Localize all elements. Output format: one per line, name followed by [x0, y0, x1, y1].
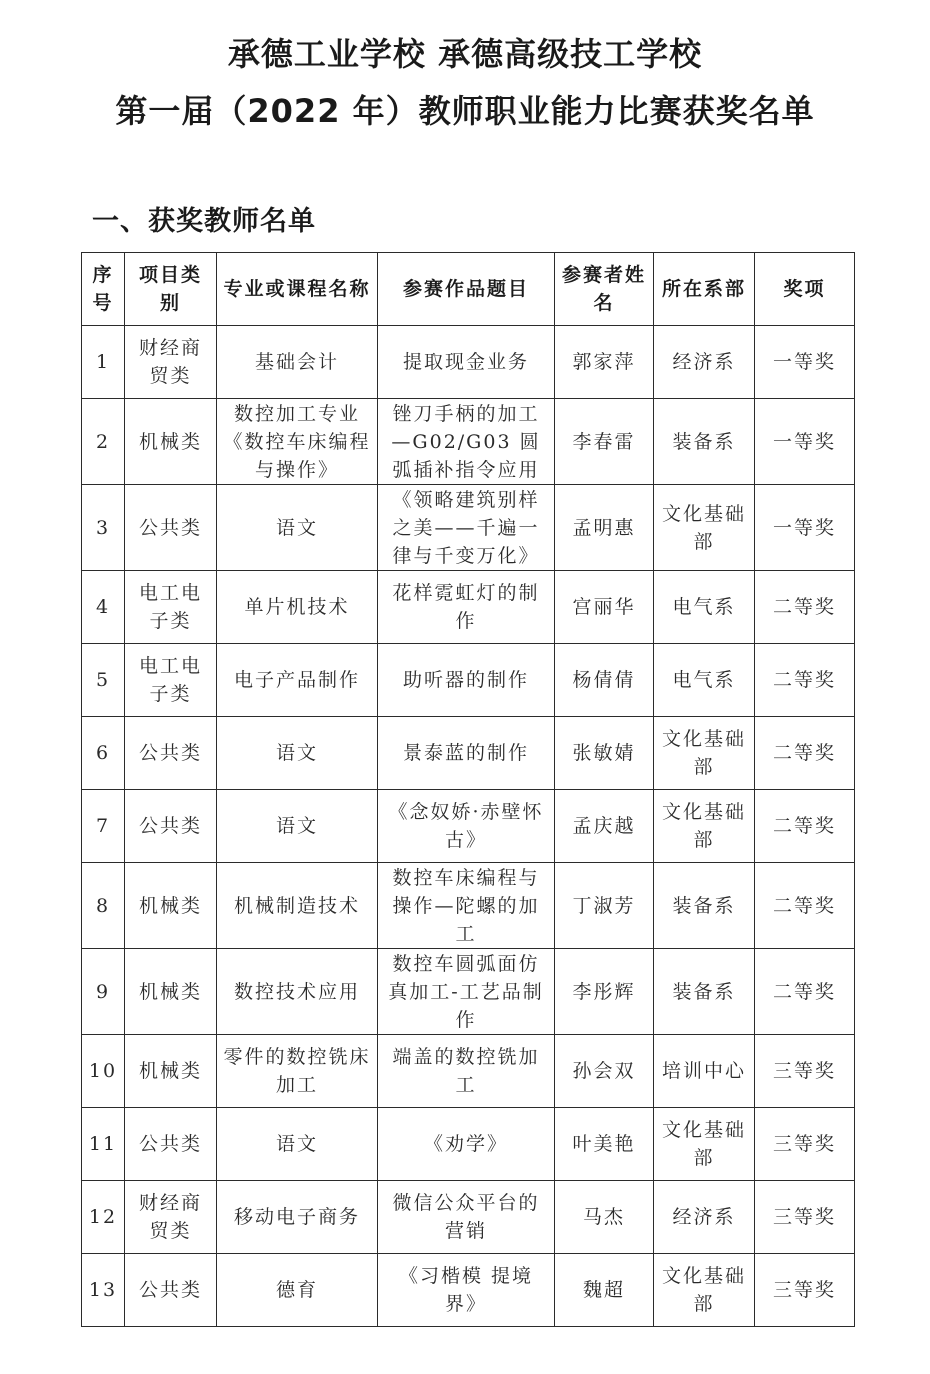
table-row [82, 399, 855, 485]
table-row [82, 1035, 855, 1108]
cell-name: 郭家萍 [555, 326, 654, 399]
cell-dept: 文化基础部 [654, 1108, 755, 1181]
table-row [82, 717, 855, 790]
document-title-line-1: 承德工业学校 承德高级技工学校 [227, 35, 703, 73]
cell-dept: 文化基础部 [654, 485, 755, 571]
cell-award: 二等奖 [755, 949, 855, 1035]
table-row [82, 571, 855, 644]
cell-dept: 装备系 [654, 863, 755, 949]
table-row [82, 1254, 855, 1327]
cell-no: 5 [82, 644, 125, 717]
cell-dept: 培训中心 [654, 1035, 755, 1108]
cell-no: 4 [82, 571, 125, 644]
cell-award: 二等奖 [755, 717, 855, 790]
cell-work: 端盖的数控铣加工 [378, 1035, 555, 1108]
cell-work: 助听器的制作 [378, 644, 555, 717]
cell-category: 财经商贸类 [125, 326, 217, 399]
cell-award: 一等奖 [755, 399, 855, 485]
cell-work: 提取现金业务 [378, 326, 555, 399]
table-row [82, 949, 855, 1035]
column-header-work: 参赛作品题目 [378, 253, 555, 326]
table-row [82, 326, 855, 399]
cell-name: 叶美艳 [555, 1108, 654, 1181]
cell-no: 13 [82, 1254, 125, 1327]
cell-no: 2 [82, 399, 125, 485]
cell-course: 语文 [217, 1108, 378, 1181]
cell-work: 数控车圆弧面仿真加工-工艺品制作 [378, 949, 555, 1035]
cell-dept: 文化基础部 [654, 717, 755, 790]
cell-course: 零件的数控铣床加工 [217, 1035, 378, 1108]
award-table [81, 252, 855, 1327]
column-header-course: 专业或课程名称 [217, 253, 378, 326]
cell-no: 9 [82, 949, 125, 1035]
cell-award: 三等奖 [755, 1254, 855, 1327]
cell-award: 二等奖 [755, 790, 855, 863]
cell-work: 《劝学》 [378, 1108, 555, 1181]
cell-name: 孟明惠 [555, 485, 654, 571]
cell-name: 张敏婧 [555, 717, 654, 790]
cell-dept: 装备系 [654, 949, 755, 1035]
cell-course: 语文 [217, 790, 378, 863]
cell-no: 6 [82, 717, 125, 790]
cell-award: 三等奖 [755, 1108, 855, 1181]
cell-award: 二等奖 [755, 644, 855, 717]
table-row [82, 1181, 855, 1254]
cell-category: 机械类 [125, 399, 217, 485]
cell-no: 12 [82, 1181, 125, 1254]
cell-no: 11 [82, 1108, 125, 1181]
cell-name: 魏超 [555, 1254, 654, 1327]
cell-work: 数控车床编程与操作—陀螺的加工 [378, 863, 555, 949]
cell-course: 数控技术应用 [217, 949, 378, 1035]
cell-name: 宫丽华 [555, 571, 654, 644]
cell-name: 马杰 [555, 1181, 654, 1254]
cell-name: 杨倩倩 [555, 644, 654, 717]
cell-work: 微信公众平台的营销 [378, 1181, 555, 1254]
cell-course: 数控加工专业《数控车床编程与操作》 [217, 399, 378, 485]
column-header-no: 序号 [82, 253, 125, 326]
cell-name: 李彤辉 [555, 949, 654, 1035]
cell-dept: 文化基础部 [654, 1254, 755, 1327]
table-row [82, 863, 855, 949]
column-header-name: 参赛者姓名 [555, 253, 654, 326]
cell-category: 公共类 [125, 1108, 217, 1181]
cell-dept: 经济系 [654, 1181, 755, 1254]
table-header-row [82, 253, 855, 326]
cell-course: 基础会计 [217, 326, 378, 399]
cell-course: 电子产品制作 [217, 644, 378, 717]
cell-award: 三等奖 [755, 1035, 855, 1108]
cell-award: 二等奖 [755, 571, 855, 644]
cell-work: 锉刀手柄的加工—G02/G03 圆弧插补指令应用 [378, 399, 555, 485]
cell-category: 电工电子类 [125, 644, 217, 717]
cell-course: 单片机技术 [217, 571, 378, 644]
cell-work: 花样霓虹灯的制作 [378, 571, 555, 644]
cell-course: 语文 [217, 485, 378, 571]
cell-award: 二等奖 [755, 863, 855, 949]
table-row [82, 1108, 855, 1181]
table-row [82, 485, 855, 571]
cell-award: 一等奖 [755, 326, 855, 399]
cell-dept: 经济系 [654, 326, 755, 399]
cell-category: 财经商贸类 [125, 1181, 217, 1254]
column-header-award: 奖项 [755, 253, 855, 326]
cell-name: 孙会双 [555, 1035, 654, 1108]
cell-name: 孟庆越 [555, 790, 654, 863]
cell-no: 8 [82, 863, 125, 949]
cell-name: 丁淑芳 [555, 863, 654, 949]
cell-no: 1 [82, 326, 125, 399]
cell-course: 移动电子商务 [217, 1181, 378, 1254]
cell-work: 《习楷模 提境界》 [378, 1254, 555, 1327]
cell-dept: 电气系 [654, 571, 755, 644]
cell-no: 7 [82, 790, 125, 863]
column-header-dept: 所在系部 [654, 253, 755, 326]
cell-work: 《领略建筑别样之美——千遍一律与千变万化》 [378, 485, 555, 571]
document-title-line-2: 第一届（2022 年）教师职业能力比赛获奖名单 [115, 92, 815, 130]
section-heading: 一、获奖教师名单 [92, 206, 316, 237]
cell-category: 机械类 [125, 863, 217, 949]
cell-work: 《念奴娇·赤壁怀古》 [378, 790, 555, 863]
cell-course: 德育 [217, 1254, 378, 1327]
cell-no: 3 [82, 485, 125, 571]
cell-category: 机械类 [125, 949, 217, 1035]
cell-category: 机械类 [125, 1035, 217, 1108]
cell-category: 公共类 [125, 485, 217, 571]
cell-award: 三等奖 [755, 1181, 855, 1254]
cell-course: 语文 [217, 717, 378, 790]
cell-dept: 装备系 [654, 399, 755, 485]
cell-category: 公共类 [125, 790, 217, 863]
cell-dept: 文化基础部 [654, 790, 755, 863]
cell-work: 景泰蓝的制作 [378, 717, 555, 790]
column-header-category: 项目类别 [125, 253, 217, 326]
cell-category: 电工电子类 [125, 571, 217, 644]
cell-dept: 电气系 [654, 644, 755, 717]
table-row [82, 790, 855, 863]
table-row [82, 644, 855, 717]
cell-award: 一等奖 [755, 485, 855, 571]
cell-name: 李春雷 [555, 399, 654, 485]
cell-no: 10 [82, 1035, 125, 1108]
cell-category: 公共类 [125, 1254, 217, 1327]
cell-category: 公共类 [125, 717, 217, 790]
cell-course: 机械制造技术 [217, 863, 378, 949]
